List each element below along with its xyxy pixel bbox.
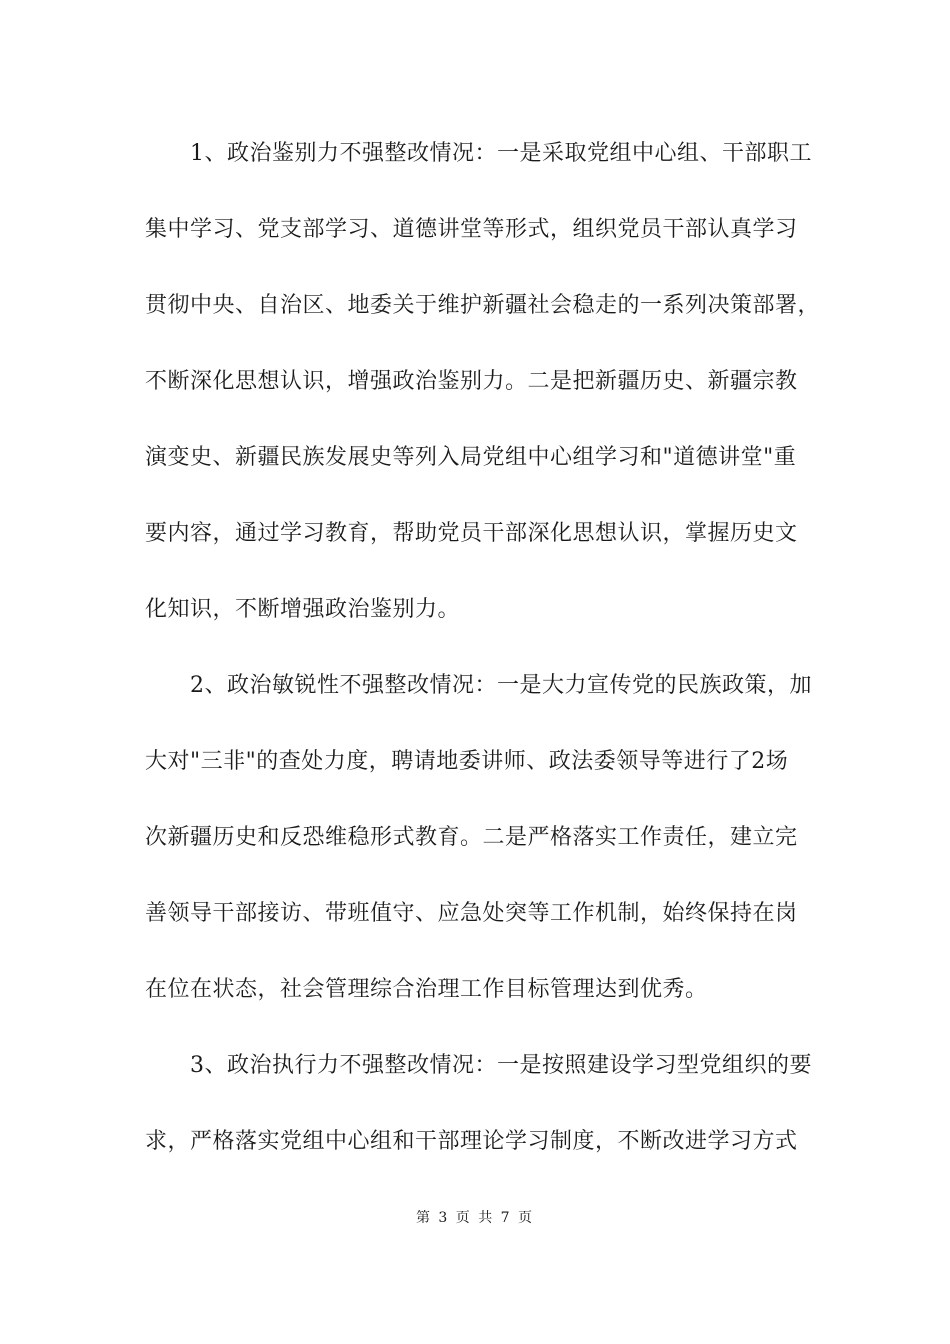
paragraph-3-line-1: 3、政治执行力不强整改情况：一是按照建设学习型党组织的要 (145, 1053, 812, 1078)
paragraph-1-line-2: 集中学习、党支部学习、道德讲堂等形式，组织党员干部认真学习 (145, 217, 798, 242)
paragraph-3-line-2: 求，严格落实党组中心组和干部理论学习制度，不断改进学习方式 (145, 1129, 798, 1154)
paragraph-1-line-1: 1、政治鉴别力不强整改情况：一是采取党组中心组、干部职工 (145, 141, 812, 166)
paragraph-2-line-1: 2、政治敏锐性不强整改情况：一是大力宣传党的民族政策，加 (145, 673, 812, 698)
page-number-footer: 第 3 页 共 7 页 (415, 1210, 535, 1226)
paragraph-2-line-5: 在位在状态，社会管理综合治理工作目标管理达到优秀。 (145, 977, 708, 1002)
paragraph-1-line-5: 演变史、新疆民族发展史等列入局党组中心组学习和"道德讲堂"重 (145, 445, 797, 470)
paragraph-1-line-6: 要内容，通过学习教育，帮助党员干部深化思想认识，掌握历史文 (145, 521, 798, 546)
paragraph-1-line-7: 化知识，不断增强政治鉴别力。 (145, 597, 461, 622)
paragraph-1-line-4: 不断深化思想认识，增强政治鉴别力。二是把新疆历史、新疆宗教 (145, 369, 798, 394)
paragraph-2-line-4: 善领导干部接访、带班值守、应急处突等工作机制，始终保持在岗 (145, 901, 798, 926)
paragraph-2-line-2: 大对"三非"的查处力度，聘请地委讲师、政法委领导等进行了2场 (145, 749, 789, 774)
paragraph-2-line-3: 次新疆历史和反恐维稳形式教育。二是严格落实工作责任，建立完 (145, 825, 798, 850)
paragraph-1-line-3: 贯彻中央、自治区、地委关于维护新疆社会稳走的一系列决策部署， (145, 293, 821, 318)
